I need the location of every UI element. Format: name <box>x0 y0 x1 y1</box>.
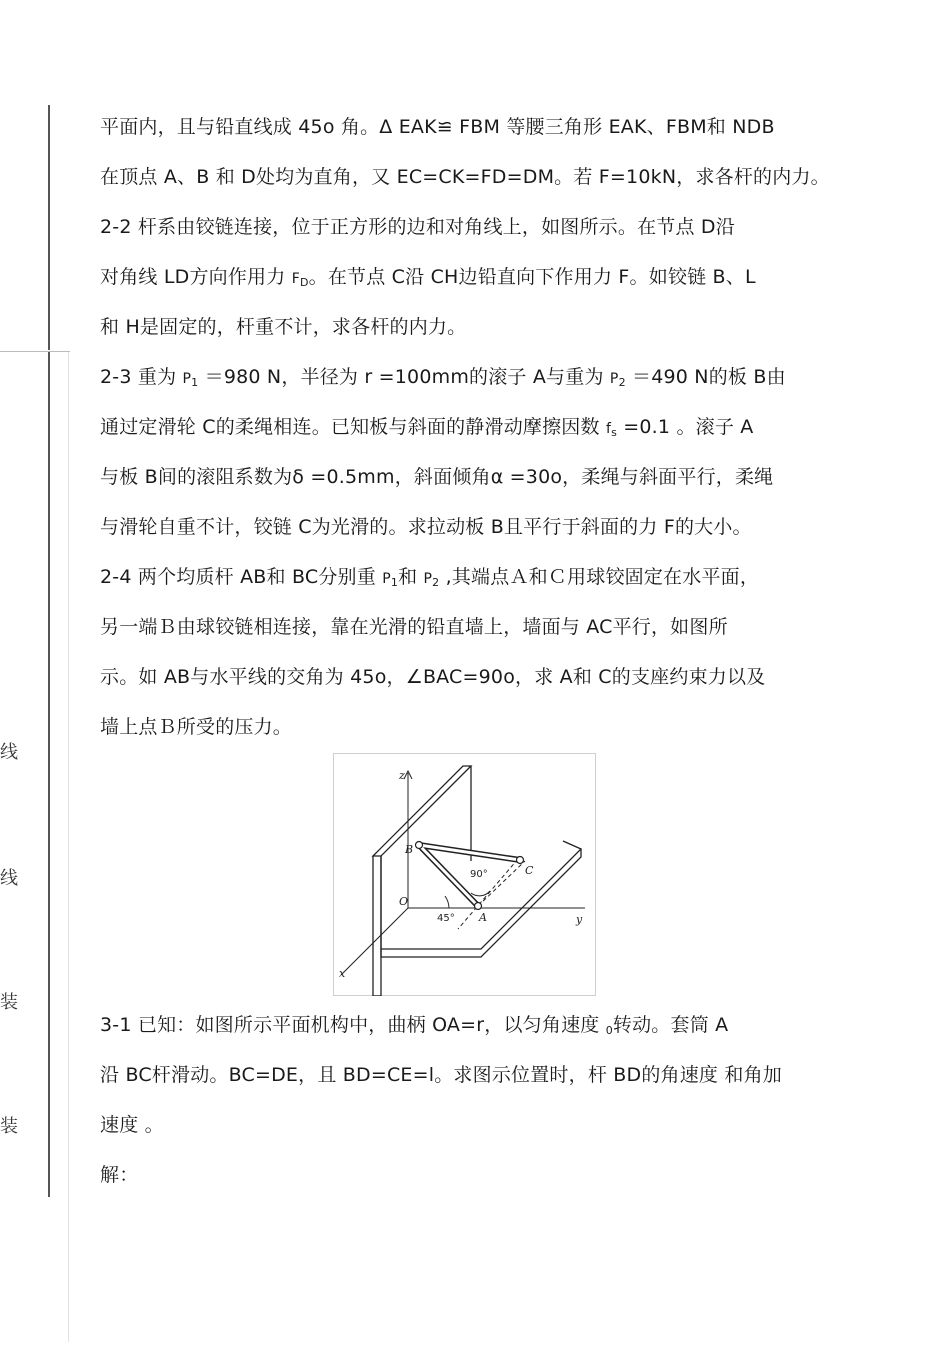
angle-45-arc <box>445 896 449 908</box>
solution-label: 解： <box>100 1164 139 1186</box>
problem-3-1-line: 3-1 已知：如图所示平面机构中，曲柄 OA=r，以匀角速度 $_0$转动。套筒 A <box>100 1014 729 1037</box>
binding-divider <box>0 351 70 352</box>
binding-line-top <box>48 105 50 350</box>
wall-and-floor <box>373 766 581 996</box>
x-axis <box>341 908 408 975</box>
problem-2-3-line: 2-3 重为 $P_1 =980$ N，半径为 r =100mm的滚子 A与重为 $P_2 =490$ N的板 B由 <box>100 366 786 389</box>
side-mark-xian-1: 线 <box>0 742 18 763</box>
text-line: 速度 。 <box>100 1114 164 1136</box>
label-z: z <box>399 769 405 782</box>
label-b: B <box>405 843 414 856</box>
side-mark-xian-2: 线 <box>0 868 18 889</box>
text-line: 平面内，且与铅直线成 45o 角。Δ EAK≌ FBM 等腰三角形 EAK、FBM和 NDB <box>100 116 775 138</box>
label-angle-90: 90° <box>470 869 488 880</box>
label-c: C <box>525 864 534 877</box>
side-mark-zhuang-1: 装 <box>0 992 18 1013</box>
angle-90-arc <box>471 891 490 896</box>
label-y: y <box>576 913 583 926</box>
figure-svg <box>333 753 596 996</box>
text-line: 与滑轮自重不计，铰链 C为光滑的。求拉动板 B且平行于斜面的力 F的大小。 <box>100 516 752 538</box>
joint-a <box>475 903 482 910</box>
problem-2-2-line: 2-2 杆系由铰链连接，位于正方形的边和对角线上，如图所示。在节点 D沿 <box>100 216 735 238</box>
text-line: 在顶点 A、B 和 D处均为直角，又 EC=CK=FD=DM。若 F=10kN，求各杆的内力。 <box>100 166 830 188</box>
text-line: 墙上点Ｂ所受的压力。 <box>100 716 293 738</box>
binding-line <box>48 352 50 1197</box>
side-mark-zhuang-2: 装 <box>0 1116 18 1137</box>
text-line: 示。如 AB与水平线的交角为 45o，∠BAC=90o，求 A和 C的支座约束力以及 <box>100 666 766 688</box>
label-x: x <box>339 967 346 980</box>
text-line: 对角线 LD方向作用力 $F_D$。在节点 C沿 CH边铅直向下作用力 F。如铰链 B、L <box>100 266 756 289</box>
binding-faint-line <box>68 352 69 1342</box>
rods-wall-figure <box>333 753 596 996</box>
axes <box>341 771 585 975</box>
floor-thickness <box>381 849 581 957</box>
text-line: 沿 BC杆滑动。BC=DE，且 BD=CE=l。求图示位置时，杆 BD的角速度 和角加 <box>100 1064 782 1086</box>
text-line: 通过定滑轮 C的柔绳相连。已知板与斜面的静滑动摩擦因数 $f_s =0.1$ 。滚子 A <box>100 416 754 439</box>
problem-2-4-line: 2-4 两个均质杆 AB和 BC分别重 $P_1$和 $P_2$ ,其端点Ａ和Ｃ用球铰固定在水平面， <box>100 566 760 589</box>
text-line: 与板 B间的滚阻系数为δ =0.5mm，斜面倾角α =30o，柔绳与斜面平行，柔绳 <box>100 466 774 488</box>
label-o: O <box>399 895 409 908</box>
joint-b <box>416 842 423 849</box>
wall-front-edge <box>373 856 381 996</box>
label-angle-45: 45° <box>437 913 455 924</box>
text-line: 和 H是固定的，杆重不计，求各杆的内力。 <box>100 316 467 338</box>
label-a: A <box>479 911 487 924</box>
text-line: 另一端Ｂ由球铰链相连接，靠在光滑的铅直墙上，墙面与 AC平行，如图所 <box>100 616 728 638</box>
joint-c <box>517 857 524 864</box>
